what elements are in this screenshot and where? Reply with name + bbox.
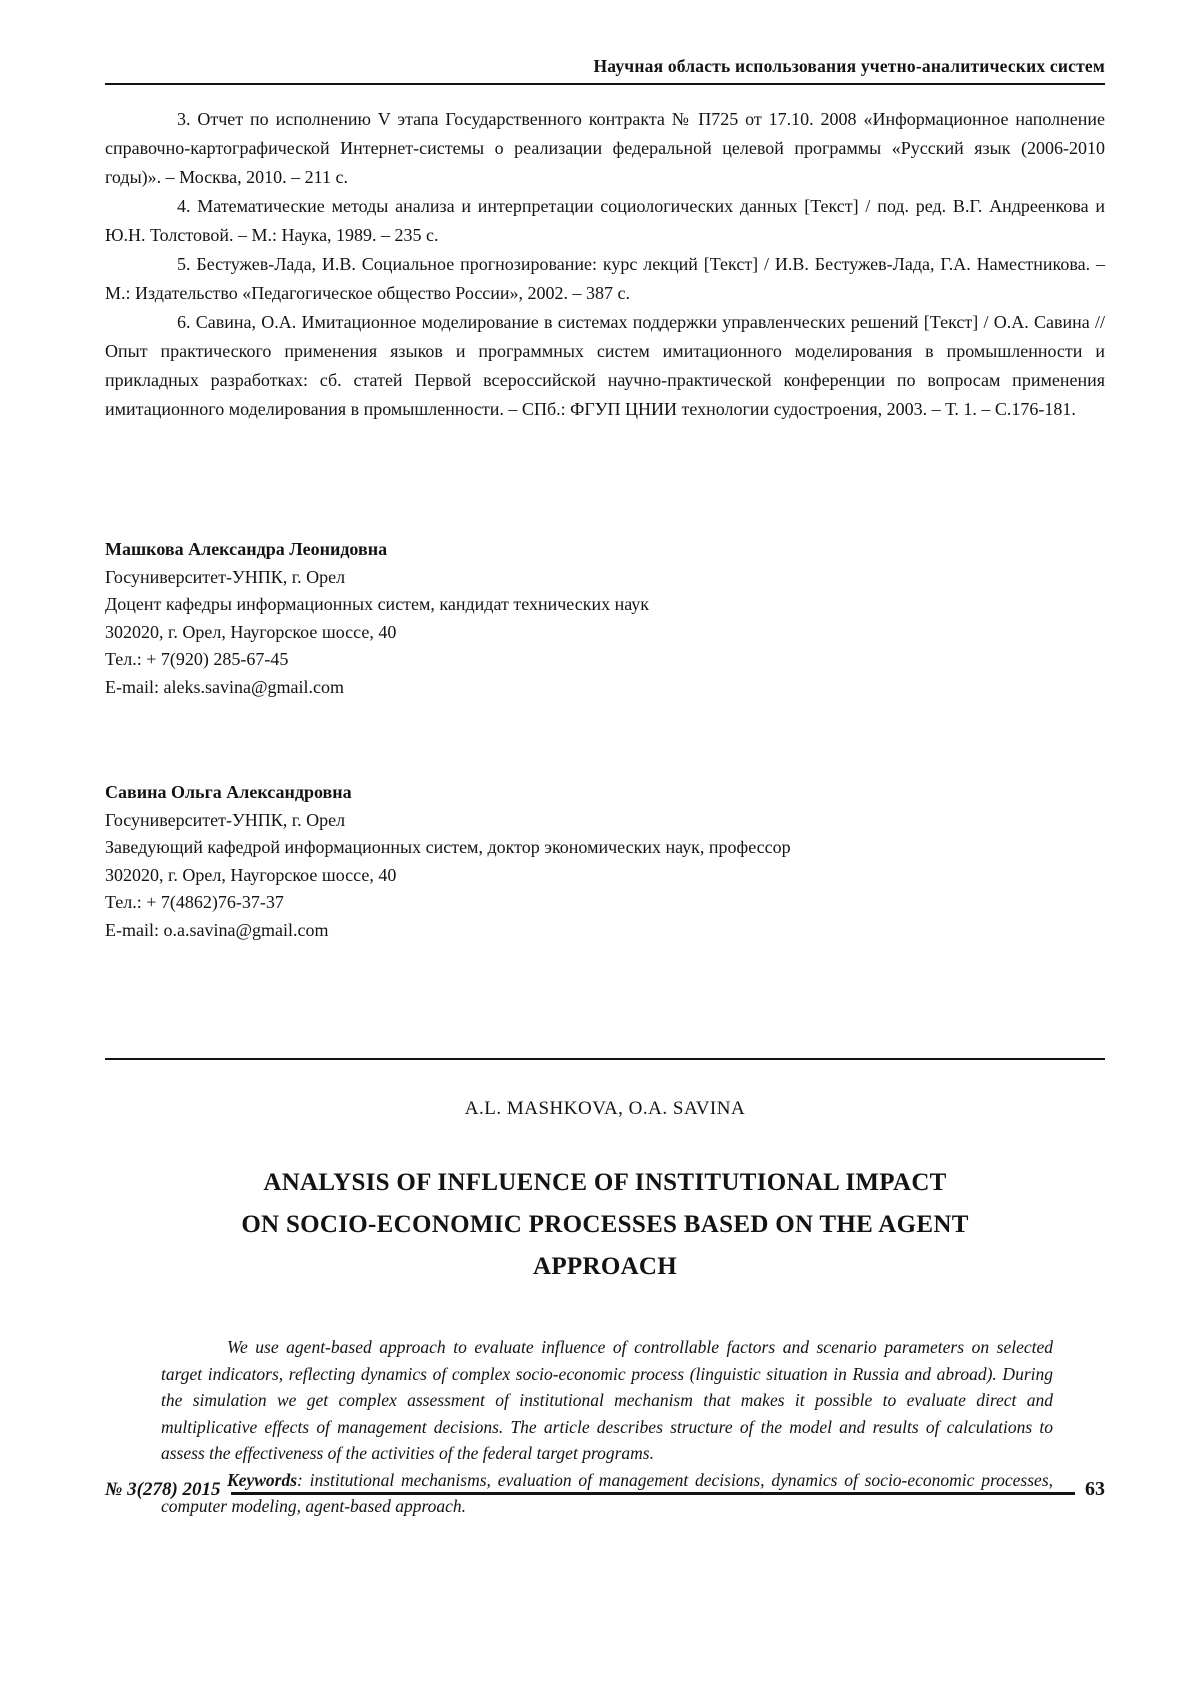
author-address: 302020, г. Орел, Наугорское шоссе, 40: [105, 864, 397, 885]
page-footer: [105, 1478, 1105, 1501]
author-email: E-mail: aleks.savina@gmail.com: [105, 676, 345, 697]
reference-item: 5. Бестужев-Лада, И.В. Социальное прогнозирование: курс лекций [Текст] / И.В. Бестужев-Лада, Г.А. Наместникова. – М.: Издательство «Педагогическое общество России», 2002. – 387 с.: [105, 254, 1105, 303]
reference-item: 3. Отчет по исполнению V этапа Государственного контракта № П725 от 17.10. 2008 «Информационное наполнение справочно-картографической Интернет-системы о реализации федеральной целевой программы «Русский язык (2006-2010 годы)». – Москва, 2010. – 211 с.: [105, 109, 1105, 187]
running-title: Научная область использования учетно-аналитических систем: [593, 56, 1105, 76]
running-head: [105, 56, 1105, 85]
section-divider: [105, 1058, 1105, 1060]
author-block-savina: [105, 779, 1105, 944]
reference-item: 6. Савина, О.А. Имитационное моделирование в системах поддержки управленческих решений [Текст] / О.А. Савина // Опыт практического применения языков и программных систем имитационного моделирования в промышленности и прикладных разработках: сб. статей Первой всероссийской научно-практической конференции по вопросам применения имитационного моделирования в промышленности. – СПб.: ФГУП ЦНИИ технологии судостроения, 2003. – Т. 1. – С.176-181.: [105, 312, 1105, 419]
author-phone: Тел.: + 7(4862)76-37-37: [105, 892, 284, 912]
article-title-line: APPROACH: [532, 1253, 678, 1280]
reference-item: 4. Математические методы анализа и интерпретации социологических данных [Текст] / под. ред. В.Г. Андреенкова и Ю.Н. Толстовой. – М.: Наука, 1989. – 235 с.: [105, 196, 1105, 245]
article-title-line: ANALYSIS OF INFLUENCE OF INSTITUTIONAL IMPACT: [263, 1169, 947, 1196]
author-position: Заведующий кафедрой информационных систем, доктор экономических наук, профессор: [105, 837, 791, 857]
author-position: Доцент кафедры информационных систем, кандидат технических наук: [105, 594, 650, 614]
author-affiliation: Госуниверситет-УНПК, г. Орел: [105, 809, 346, 830]
author-block-mashkova: [105, 536, 1105, 701]
references-section: [105, 105, 1105, 424]
issue-label: № 3(278) 2015: [105, 1478, 221, 1500]
abstract-text: We use agent-based approach to evaluate influence of controllable factors and scenario parameters on selected target indicators, reflecting dynamics of complex socio-economic process (linguistic situation in Russia and abroad). During the simulation we get complex assessment of institutional mechanism that makes it possible to evaluate direct and multiplicative effects of management decisions. The article describes structure of the model and results of calculations to assess the effectiveness of the activities of the federal target programs.: [161, 1337, 1053, 1463]
page-number: 63: [1085, 1478, 1105, 1500]
article-title-line: ON SOCIO-ECONOMIC PROCESSES BASED ON THE AGENT: [241, 1211, 969, 1238]
article-authors-line: A.L. MASHKOVA, O.A. SAVINA: [464, 1098, 746, 1119]
footer-rule: [231, 1492, 1075, 1495]
author-affiliation: Госуниверситет-УНПК, г. Орел: [105, 566, 346, 587]
author-email: E-mail: o.a.savina@gmail.com: [105, 919, 329, 940]
author-address: 302020, г. Орел, Наугорское шоссе, 40: [105, 621, 397, 642]
author-name: Савина Ольга Александровна: [105, 782, 352, 802]
article-title: [105, 1162, 1105, 1288]
keywords-label: Keywords: [227, 1469, 297, 1490]
author-phone: Тел.: + 7(920) 285-67-45: [105, 649, 289, 669]
author-name: Машкова Александра Леонидовна: [105, 539, 388, 559]
keywords-text: : institutional mechanisms, evaluation of management decisions, dynamics of socio-economic processes, computer modeling, agent-based approach.: [161, 1469, 1053, 1516]
